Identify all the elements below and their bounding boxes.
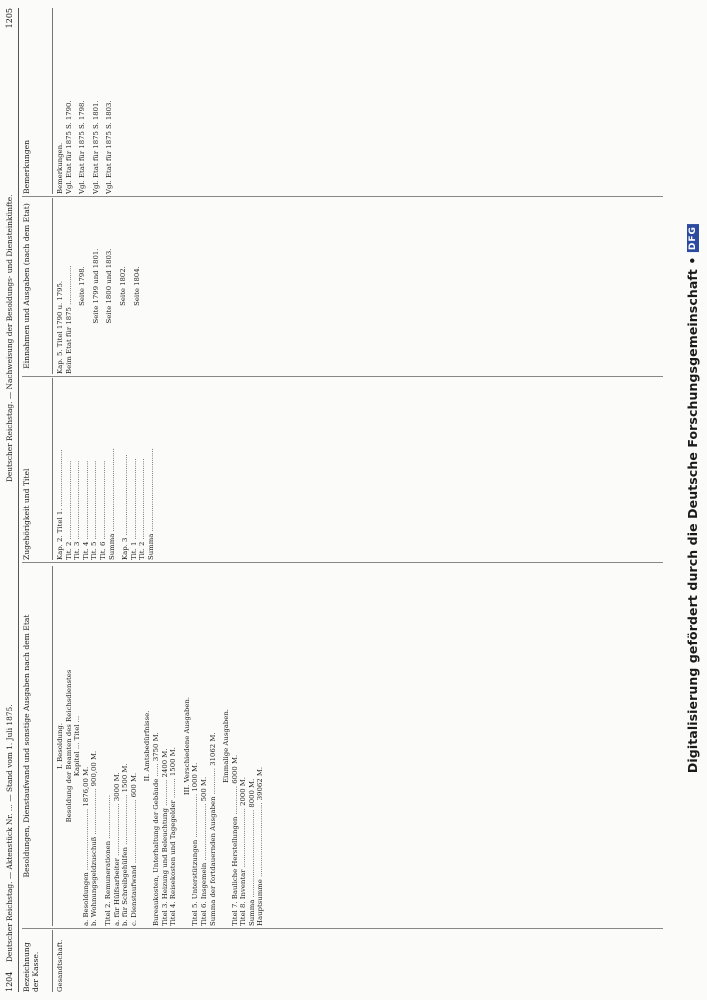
text-line: Tit. 5 .................................... — [90, 460, 99, 560]
text-line: Kapitel ... Titel ... — [73, 715, 82, 777]
column-heading-c: Zugehörigkeit und Titel — [22, 378, 53, 560]
text-line: a. Besoldungen ............................ 1876,00 M. — [81, 766, 90, 926]
text-line: Titel 2. Remunerationen .................... — [103, 794, 112, 926]
section-heading: Einmalige Ausgaben. — [222, 709, 231, 783]
watermark-label: Digitalisierung gefördert durch die Deutsche Forschungsgemeinschaft • — [684, 256, 700, 774]
text-line: Titel 5. Unterstützungen .................... 1000 M. — [191, 762, 200, 926]
text-line: Seite 1799 und 1801. — [91, 248, 100, 324]
text-line: Vgl. Etat für 1875 S. 1803. — [105, 100, 114, 194]
text-line: Titel 6. Insgemein .......................... 500 M. — [199, 776, 208, 926]
text-line: Gesandtschaft. — [56, 939, 64, 992]
text-line: Vgl. Etat für 1875 S. 1798. — [78, 100, 87, 194]
text-line: Besoldung der Beamten des Reichsdienstes — [64, 669, 73, 823]
text-line: Beim Etat für 1875 .................. — [64, 265, 73, 374]
text-line: Seite 1800 und 1803. — [105, 248, 114, 324]
text-line: Bemerkungen. — [56, 142, 64, 194]
dfg-logo: DFG — [687, 226, 698, 251]
text-line: Kap. 3 ..................................... — [121, 454, 130, 560]
column-rule — [22, 376, 663, 377]
column-body-a — [56, 930, 669, 992]
column-body-b — [56, 566, 669, 926]
column-body-c — [56, 378, 669, 560]
column-heading-e: Bemerkungen — [22, 8, 53, 194]
header-title-right: Deutscher Reichstag. — Nachweisung der Besoldungs- und Diensteinkünfte. — [5, 194, 14, 482]
text-line: Tit. 6 .................................... — [98, 460, 107, 560]
text-line: Seite 1802. — [118, 266, 127, 306]
text-line: Summa der fortdauernden Ausgaben ............ 31062 M. — [208, 732, 217, 926]
section-heading: I. Besoldung. — [56, 722, 64, 770]
text-line: Vgl. Etat für 1875 S. 1790. — [64, 100, 73, 194]
column-rule — [22, 196, 663, 197]
text-line: Tit. 3 .................................... — [73, 460, 82, 560]
text-line: Summa ...................................... — [146, 448, 155, 560]
text-line: Kap. 5. Titel 1790 u. 1795. — [56, 280, 64, 374]
text-line: Tit. 4 .................................... — [81, 460, 90, 560]
text-line: Vgl. Etat für 1875 S. 1801. — [91, 100, 100, 194]
text-line: Titel 8. Inventar ........................... 2000 M. — [239, 776, 248, 926]
text-line: b. Wohnungsgeldzuschuß ..................... 900,00 M. — [90, 750, 99, 926]
column-heading-d: Einnahmen und Ausgaben (nach dem Etat) — [22, 198, 53, 374]
page-header — [4, 8, 19, 992]
column-body-d — [56, 198, 669, 374]
watermark-text — [685, 224, 700, 773]
text-line: Hauptsumme .................................. 39062 M. — [256, 766, 265, 926]
dfg-funding-watermark — [677, 4, 707, 994]
text-line: Tit. 2 .................................... — [64, 460, 73, 560]
column-rule — [22, 928, 663, 929]
text-line: Titel 7. Bauliche Herstellungen ............. 6000 M. — [230, 754, 239, 926]
page-number-left: 1204 — [5, 971, 14, 992]
column-heading-b: Besoldungen, Dienstaufwand und sonstige Ausgaben nach dem Etat — [22, 566, 53, 926]
column-rule — [22, 562, 663, 563]
header-title-left: Deutscher Reichstag. — Aktenstück Nr. ... — Stand vom 1. Juli 1875. — [5, 704, 14, 962]
text-line: Titel 3. Heizung und Beleuchtung ............ 2400 M. — [160, 748, 169, 926]
section-heading: II. Amtsbedürfnisse. — [143, 710, 152, 782]
text-line: Seite 1804. — [132, 266, 141, 306]
text-line: Titel 4. Reisekosten und Tagegelder ......... 1500 M. — [169, 747, 178, 926]
text-line: Tit. 1 ..................................... — [129, 458, 138, 560]
text-line: b. für Schreibgehülfen ....................... 1500 M. — [121, 763, 130, 926]
column-body-e — [56, 8, 669, 194]
text-line: Tit. 2 ..................................... — [138, 458, 147, 560]
text-line: Bureaukosten, Unterhaltung der Gebäude ...... 3750 M. — [151, 732, 160, 926]
text-line: Kap. 2. Titel 1. .......................... — [56, 449, 64, 560]
text-line: Summa ........................................ 8000 M. — [247, 778, 256, 926]
text-line: Summa ...................................... — [107, 448, 116, 560]
section-heading: III. Verschiedene Ausgaben. — [182, 696, 191, 796]
page-number-right: 1205 — [5, 8, 14, 29]
text-line: c. Dienstaufwand ............................. 600 M. — [129, 772, 138, 926]
text-line: a. für Hülfsarbeiter ........................ 3000 M. — [112, 772, 121, 926]
column-heading-a: Bezeichnung der Kasse. — [22, 930, 53, 992]
text-line: Seite 1798. — [78, 266, 87, 306]
